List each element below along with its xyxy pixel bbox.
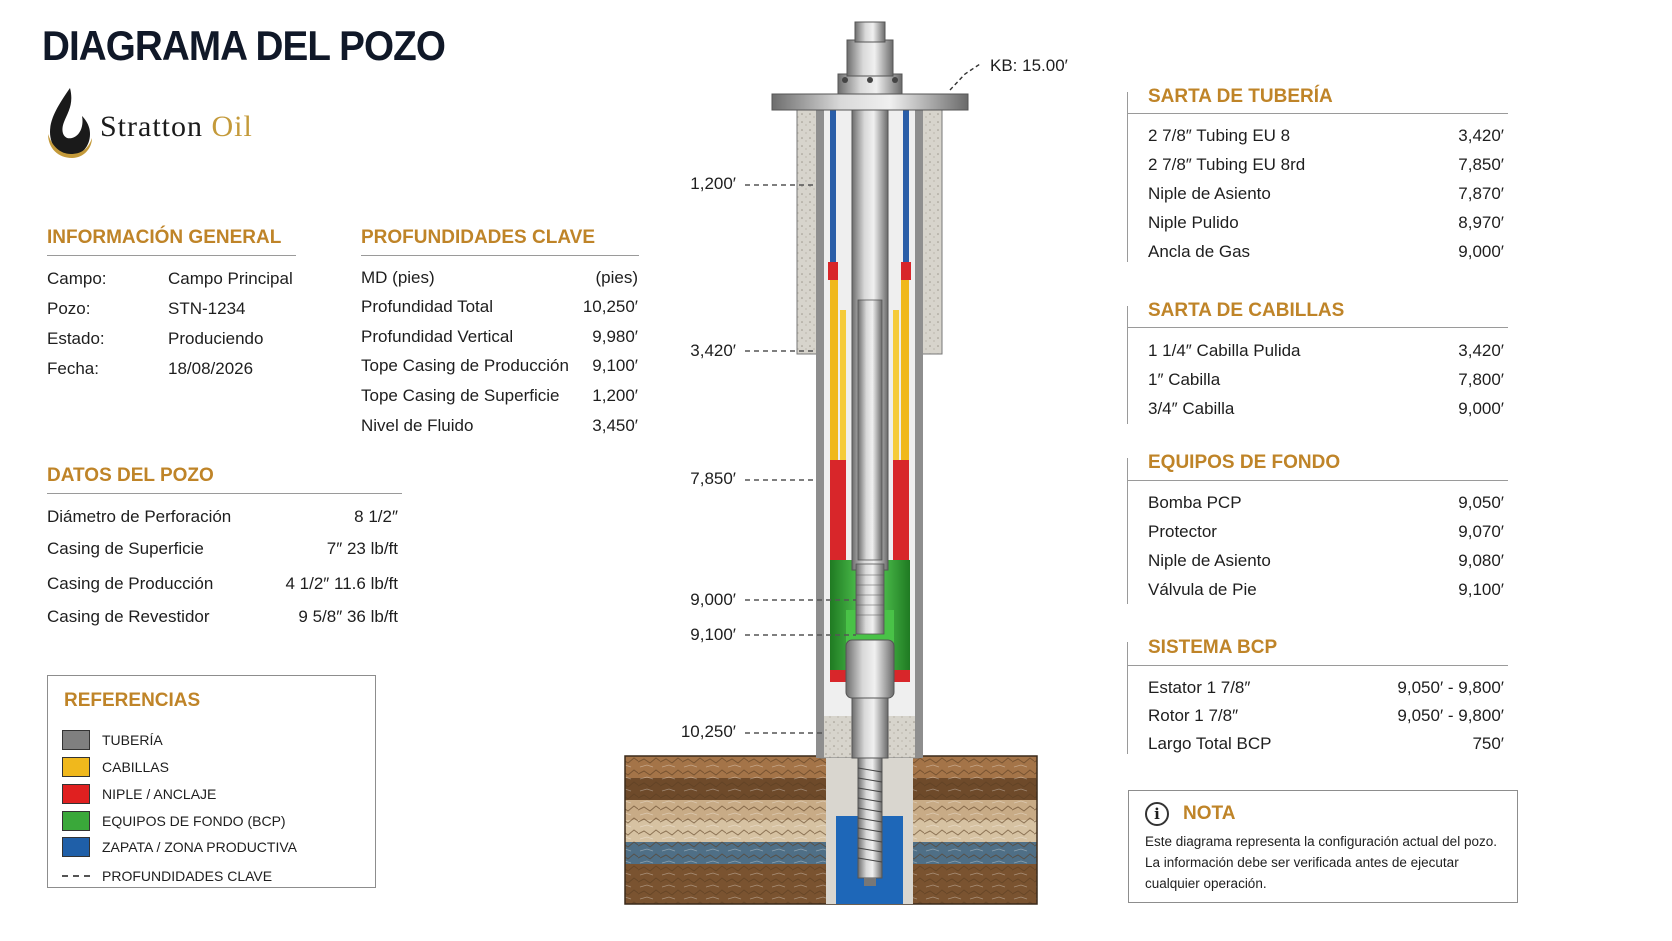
legend-label-niple: NIPLE / ANCLAJE [102,786,217,802]
wellhead-flange [772,94,968,110]
general-value-estado: Produciendo [168,329,264,348]
key-depth-value-0: (pies) [595,268,638,287]
pcp-value-1: 9,050′ - 9,800′ [1397,706,1504,725]
rods-label-2: 3/4″ Cabilla [1148,399,1235,418]
pcp-label-2: Largo Total BCP [1148,734,1272,753]
downhole-value-2: 9,080′ [1458,551,1504,570]
note-box [1128,790,1518,903]
logo-name: Stratton [100,110,203,143]
legend-label-cabillas: CABILLAS [102,759,169,775]
tubing-value-3: 8,970′ [1458,213,1504,232]
tubing-label-4: Ancla de Gas [1148,242,1251,261]
key-depth-label-5: Nivel de Fluido [361,416,474,435]
rods-label-0: 1 1/4″ Cabilla Pulida [1148,341,1301,360]
general-label-pozo: Pozo: [47,299,91,318]
legend-label-profundidades: PROFUNDIDADES CLAVE [102,868,273,884]
key-depths-title: PROFUNDIDADES CLAVE [361,227,595,248]
legend-label-equipos: EQUIPOS DE FONDO (BCP) [102,813,286,829]
pcp-label-1: Rotor 1 7/8″ [1148,706,1239,725]
depth-label-7850: 7,850′ [690,469,736,488]
rod-string-right [901,280,909,460]
well-data-label-3: Casing de Revestidor [47,607,210,626]
general-value-campo: Campo Principal [168,269,293,288]
anchor-section-right [893,460,909,560]
tubing-value-1: 7,850′ [1458,155,1504,174]
key-depth-value-1: 10,250′ [582,297,638,316]
rod-string-left [830,280,838,460]
pcp-value-2: 750′ [1472,734,1504,753]
logo-name-accent: Oil [211,110,253,143]
downhole-label-2: Niple de Asiento [1148,551,1271,570]
key-depth-label-3: Tope Casing de Producción [361,356,569,375]
note-title: NOTA [1183,803,1236,824]
casing-right-wall [915,106,923,758]
legend-label-zapata: ZAPATA / ZONA PRODUCTIVA [102,839,297,855]
depth-label-9000: 9,000′ [690,590,736,609]
downhole-value-1: 9,070′ [1458,522,1504,541]
downhole-value-0: 9,050′ [1458,493,1504,512]
pcp-label-0: Estator 1 7/8″ [1148,678,1251,697]
downhole-label-1: Protector [1148,522,1217,541]
key-depth-label-1: Profundidad Total [361,297,494,316]
general-label-campo: Campo: [47,269,107,288]
rods-value-2: 9,000′ [1458,399,1504,418]
tubing-label-1: 2 7/8″ Tubing EU 8rd [1148,155,1306,174]
key-depth-label-2: Profundidad Vertical [361,327,514,346]
general-value-pozo: STN-1234 [168,299,246,318]
downhole-value-3: 9,100′ [1458,580,1504,599]
tubing-value-2: 7,870′ [1458,184,1504,203]
tubing-value-4: 9,000′ [1458,242,1504,261]
info-icon: i [1145,802,1169,826]
well-data-value-0: 8 1/2″ [354,507,398,526]
depth-label-3420: 3,420′ [690,341,736,360]
key-depth-label-0: MD (pies) [361,268,435,287]
pcp-title: SISTEMA BCP [1148,637,1278,658]
depth-label-10250: 10,250′ [680,722,736,741]
well-data-label-2: Casing de Producción [47,574,214,593]
well-data-label-0: Diámetro de Perforación [47,507,232,526]
downhole-rule [1127,480,1508,481]
tubing-title: SARTA DE TUBERÍA [1148,86,1333,107]
rods-label-1: 1″ Cabilla [1148,370,1221,389]
pcp-rule [1127,665,1508,666]
downhole-label-0: Bomba PCP [1148,493,1242,512]
tubing-side-bar [1127,92,1128,262]
depth-label-1200: 1,200′ [690,174,736,193]
key-depth-value-3: 9,100′ [592,356,638,375]
key-depth-value-5: 3,450′ [592,416,638,435]
anchor-section-left [830,460,846,560]
well-data-label-1: Casing de Superficie [47,539,204,558]
pcp-value-0: 9,050′ - 9,800′ [1397,678,1504,697]
depth-label-9100: 9,100′ [690,625,736,644]
polished-rod-clamp [847,40,893,76]
legend-label-tuberia: TUBERÍA [102,732,163,748]
tubing-rule [1127,113,1508,114]
key-depth-value-2: 9,980′ [592,327,638,346]
general-label-fecha: Fecha: [47,359,99,378]
tubing-label-2: Niple de Asiento [1148,184,1271,203]
tubing-label-0: 2 7/8″ Tubing EU 8 [1148,126,1291,145]
downhole-label-3: Válvula de Pie [1148,580,1257,599]
tubing-label-3: Niple Pulido [1148,213,1239,232]
tubing-value-0: 3,420′ [1458,126,1504,145]
key-depth-value-4: 1,200′ [592,386,638,405]
downhole-title: EQUIPOS DE FONDO [1148,452,1341,473]
rods-value-0: 3,420′ [1458,341,1504,360]
general-label-estado: Estado: [47,329,105,348]
well-data-value-1: 7″ 23 lb/ft [326,539,398,558]
well-data-value-2: 4 1/2″ 11.6 lb/ft [285,574,398,593]
rods-side-bar [1127,306,1128,424]
well-data-title: DATOS DEL POZO [47,465,214,486]
rods-rule [1127,327,1508,328]
rods-value-1: 7,800′ [1458,370,1504,389]
general-info-title: INFORMACIÓN GENERAL [47,227,282,248]
kb-label: KB: 15.00′ [990,56,1068,75]
page-title: DIAGRAMA DEL POZO [42,22,445,69]
key-depth-label-4: Tope Casing de Superficie [361,386,560,405]
kb-leader-line [950,64,980,90]
seating-nipple [846,640,894,698]
rods-title: SARTA DE CABILLAS [1148,300,1345,321]
general-value-fecha: 18/08/2026 [168,359,254,378]
well-data-value-3: 9 5/8″ 36 lb/ft [298,607,398,626]
casing-left-wall [816,106,824,758]
references-title: REFERENCIAS [64,690,201,711]
pcp-side-bar [1127,642,1128,754]
note-text: Este diagrama representa la configuración actual del pozo. La información debe ser verificada antes de ejecutar cualquier operación. [1145,834,1497,891]
